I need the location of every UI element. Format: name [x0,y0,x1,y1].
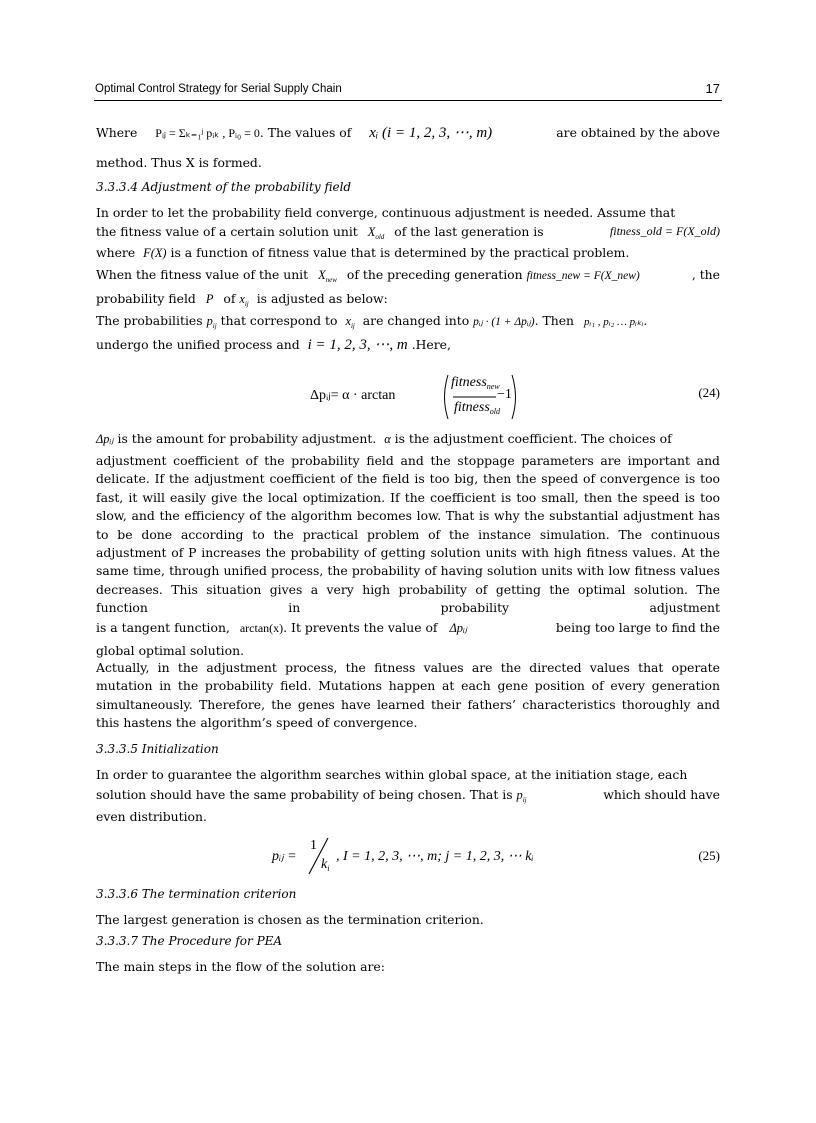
x-new-base: X [318,268,326,282]
formula-xi: xᵢ (i = 1, 2, 3, ⋯, m) [369,125,493,141]
adjust-l3b: is a function of fitness value that is determined by the practical problem. [170,245,630,260]
running-header [94,80,722,101]
pi-list: pᵢ₁ , pᵢ₂ … pᵢₖᵢ [583,316,644,328]
eq25-den-k: k [321,857,328,872]
fitness-new-formula: fitness_new = F(X_new) [526,270,640,282]
adjust-line-1: In order to let the probability field converge, continuous adjustment is needed. Assume that [96,205,676,220]
eq24-num-text: fitness [451,375,487,390]
adjust-l6e: . [643,313,648,328]
fitness-old-formula: fitness_old = F(X_old) [609,224,720,238]
delta-paragraph-body: adjustment coefficient of the probability field and the stoppage parameters are important and delicate. If the adjustment coefficient of the field is too big, then the speed of convergence is too fast, it will easily give the local optimization. If the coefficient is too small, then the speed is too slow, and the efficiency of the algorithm becomes low. That is why the substantial adjustment has to be done according to the practical problem of the instance simulation. The continuous adjustment of P increases the probability of getting solution units with high fitness values. At the same time, through unified process, the probability of having solution units with low fitness values decreases. This situation gives a very high probability of getting the optimal solution. The function in probability adjustment [96,453,720,616]
init-l2b: which should have [603,787,720,802]
adjust-l6d: . Then [534,313,575,328]
arctan-formula: arctan(x) [239,621,284,635]
x-ij [239,292,248,306]
adjust-l5c: is adjusted as below: [256,291,388,306]
equation-number-25: (25) [698,848,720,863]
running-title: Optimal Control Strategy for Serial Supply Chain [95,83,342,95]
p-ij-init-sub: ij [522,796,527,804]
eq25-den-sub: i [327,864,330,873]
adjust-l3a: where [96,245,136,260]
where-line [96,123,720,142]
p-ij [207,314,217,328]
delta-tail-line: global optimal solution. [96,643,245,658]
where-word: Where [96,125,138,140]
eq24-denominator [454,400,500,416]
fx-formula: F(X) [143,246,167,260]
page-number: 17 [705,81,720,96]
adjust-l7b: .Here, [411,337,451,352]
x-old [368,225,385,239]
init-line-2 [96,785,720,804]
delta-last-line [96,618,720,637]
p-ij-base: p [206,314,213,328]
delta-last-a: is a tangent function, [96,620,230,635]
p-ij-init [517,788,527,802]
eq24-numerator [451,375,500,391]
x-old-sub: old [375,233,385,241]
adjust-l5a: probability field [96,291,196,306]
init-line-1: In order to guarantee the algorithm searches within global space, at the initiation stage, each [96,767,688,782]
adjust-line-3 [96,243,720,262]
init-l2a: solution should have the same probability of being chosen. That is [96,787,513,802]
adjust-l6b: that correspond to [220,313,338,328]
adjust-l2a: the fitness value of a certain solution unit [96,224,358,239]
delta-pij-2: Δpᵢⱼ [449,621,468,635]
adjust-line-4 [96,265,720,284]
adjust-l7a: undergo the unified process and [96,337,300,352]
section-3-3-3-4: 3.3.3.4 Adjustment of the probability field [96,180,352,194]
equation-number-24: (24) [698,385,720,400]
adjust-l5b: of [223,291,236,306]
eq24-minus-one: −1 [497,387,512,402]
section-3-3-3-6: 3.3.3.6 The termination criterion [96,887,297,901]
x-old-base: X [367,225,376,239]
x-ij-2-base: x [345,314,351,328]
x-ij-2-sub: ij [350,322,355,330]
alpha-symbol: α [384,432,391,446]
eq24-num-sub: new [486,382,500,391]
section-3-3-3-7: 3.3.3.7 The Procedure for PEA [96,934,283,948]
eq25-frac-num: 1 [310,838,317,853]
eq24-den-text: fitness [454,400,490,415]
eq24-den-sub: old [489,407,501,416]
delta-l1c: is the adjustment coefficient. The choices of [394,431,672,446]
text-values-of: . The values of [259,125,352,140]
adjust-line-6 [96,311,720,330]
adjust-line-5 [96,289,720,308]
procedure-paragraph: The main steps in the flow of the solution are: [96,959,385,974]
x-new-sub: new [325,276,337,284]
delta-last-b: . It prevents the value of [283,620,438,635]
formula-pij: Pᵢⱼ = Σₖ₌₁ʲ pᵢₖ , Pᵢ₀ = 0 [155,126,260,140]
eq25-rhs: , I = 1, 2, 3, ⋯, m; j = 1, 2, 3, ⋯ kᵢ [336,849,534,864]
adjust-line-2 [96,222,720,241]
x-ij-sub: ij [244,300,249,308]
delta-pij: Δpᵢⱼ [96,432,114,446]
x-new [318,268,337,282]
p-ij-init-base: p [516,788,523,802]
x-ij-2 [345,314,354,328]
P-symbol: P [205,292,214,306]
eq25-lhs: pᵢⱼ = [272,849,297,864]
init-line-3: even distribution. [96,809,207,824]
pij-update-formula: pᵢⱼ · (1 + Δpᵢⱼ) [473,316,535,328]
delta-last-c: being too large to find the [555,620,720,635]
adjust-l2b: of the last generation is [394,224,544,239]
delta-line-1 [96,429,720,448]
i-range-formula: i = 1, 2, 3, ⋯, m [307,337,408,353]
eq24-right-paren [512,375,516,419]
eq24-left-paren [445,375,449,419]
actually-paragraph: Actually, in the adjustment process, the fitness values are the directed values that operate mutation in the probability field. Mutations happen at each gene position of every generation simultaneously. Therefore, the genes have learned their fathers’ characteristics thoroughly and this hastens the algorithm’s speed of convergence. [96,660,720,731]
adjust-l4b: of the preceding generation [346,267,523,282]
adjust-l6a: The probabilities [96,313,203,328]
adjust-l6c: are changed into [362,313,470,328]
delta-l1b: is the amount for probability adjustment. [117,431,377,446]
text-obtained: are obtained by the above [556,125,720,140]
x-ij-base: x [239,292,245,306]
section-3-3-3-5: 3.3.3.5 Initialization [96,742,219,756]
adjust-l4a: When the fitness value of the unit [96,267,309,282]
method-line: method. Thus X is formed. [96,155,262,170]
p-ij-sub: ij [212,322,217,330]
eq24-lhs: Δpᵢⱼ= α · arctan [310,388,396,403]
adjust-line-7 [96,335,720,354]
termination-paragraph: The largest generation is chosen as the termination criterion. [96,912,484,927]
adjust-l4c: , the [691,267,720,282]
eq25-frac-den [321,857,329,873]
